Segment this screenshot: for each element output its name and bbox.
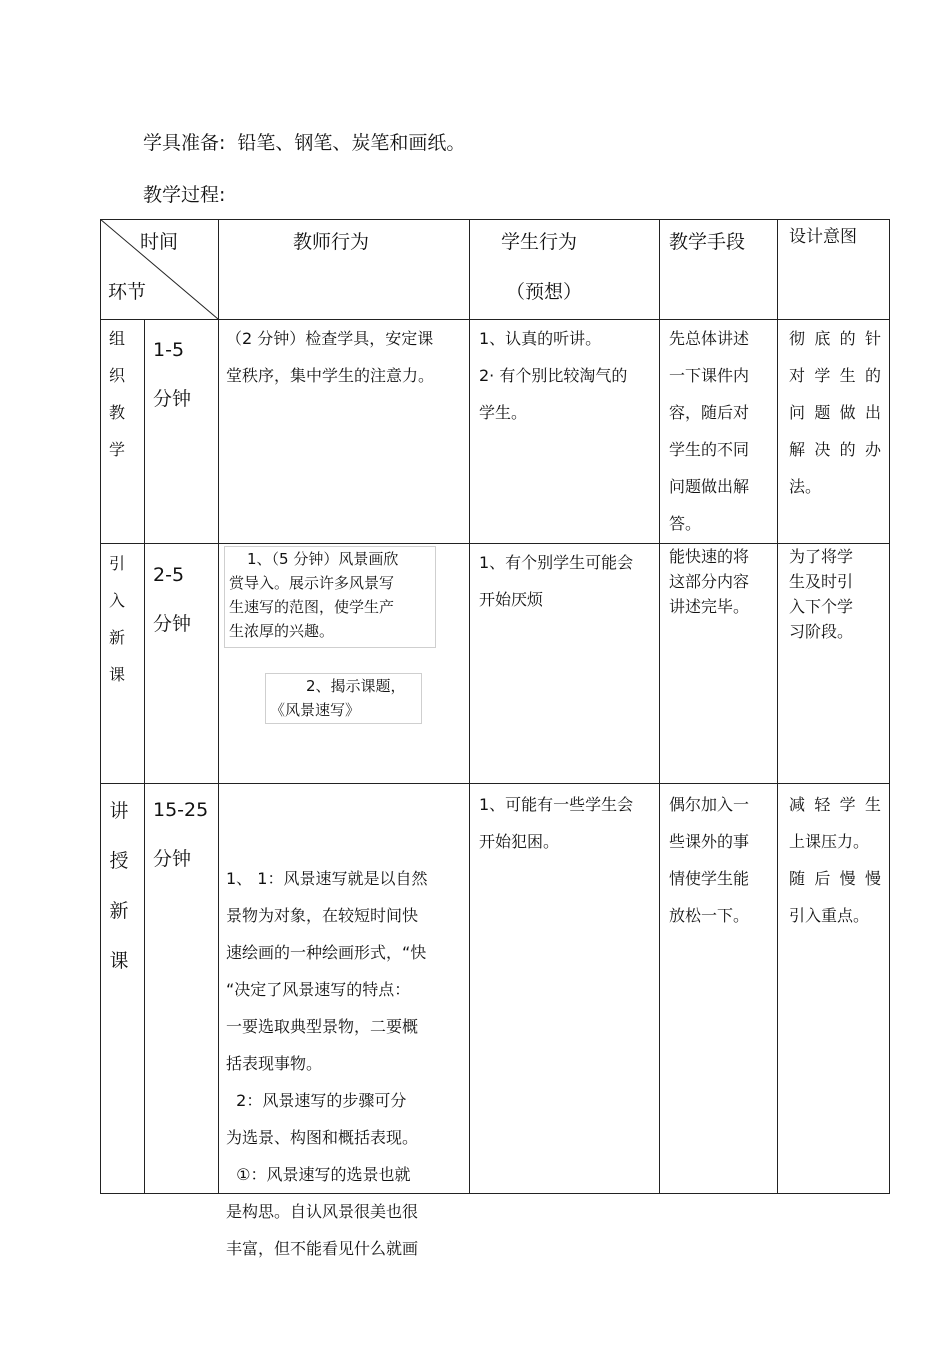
row3-stage: 讲 授 新 课 [109,800,129,972]
header-corner-stage: 环节 [108,281,147,303]
materials-line [143,128,465,155]
header-intent: 设计意图 [789,227,857,247]
row2-student: 1、有个别学生可能会 开始厌烦 [479,553,634,609]
row2-stage: 引 入 新 课 [108,554,125,684]
row3-time: 15-25 分钟 [153,799,209,870]
row1-student: 1、认真的听讲。 2· 有个别比较淘气的 学生。 [479,329,628,422]
row2-teacher-box1: 1、（5 分钟）风景画欣 赏导入。展示许多风景写 生速写的范图，使学生产 生浓厚的兴趣。 [224,546,436,648]
row1-teacher: （2 分钟）检查学具，安定课 堂秩序，集中学生的注意力。 [226,329,435,385]
row2-means: 能快速的将 这部分内容 讲述完毕。 [669,547,750,616]
header-teacher: 教师行为 [293,231,370,253]
header-student: 学生行为 [501,231,578,253]
materials-label: 学具准备: [143,132,226,154]
header-means: 教学手段 [669,231,746,253]
row3-student: 1、可能有一些学生会 开始犯困。 [479,795,634,851]
row1-means: 先总体讲述 一下课件内 容，随后对 学生的不同 问题做出解 答。 [669,329,750,533]
materials-text: 铅笔、钢笔、炭笔和画纸。 [237,132,466,154]
row2-time: 2-5 分钟 [153,564,192,635]
row1-stage: 组 织 教 学 [108,329,125,459]
row1-time: 1-5 分钟 [153,339,192,410]
header-student-note: （预想） [506,281,583,303]
process-label: 教学过程: [143,184,226,206]
header-corner-time: 时间 [140,231,179,253]
row2-teacher-box2: 2、揭示课题， 《风景速写》 [265,673,422,724]
row2-intent: 为了将学 生及时引 入下个学 习阶段。 [789,547,854,641]
row3-means: 偶尔加入一 些课外的事 情使学生能 放松一下。 [669,795,750,925]
row3-intent: 减轻学生 上课压力。 随后慢慢 引入重点。 [789,795,881,925]
row3-teacher: 1、 1：风景速写就是以自然 景物为对象，在较短时间快 速绘画的一种绘画形式，“快 “决定了风景速写的特点： 一要选取典型景物，二要概 括表现事物。 2：风景速写的步骤可分 为选景、构图和概括表现。 ①：风景速写的选景也就 是构思。自认风景很美也很 丰富，但不能看见什么就画 [226,869,428,1258]
row1-intent: 彻底的针 对学生的 问题做出 解决的办 法。 [789,329,881,496]
